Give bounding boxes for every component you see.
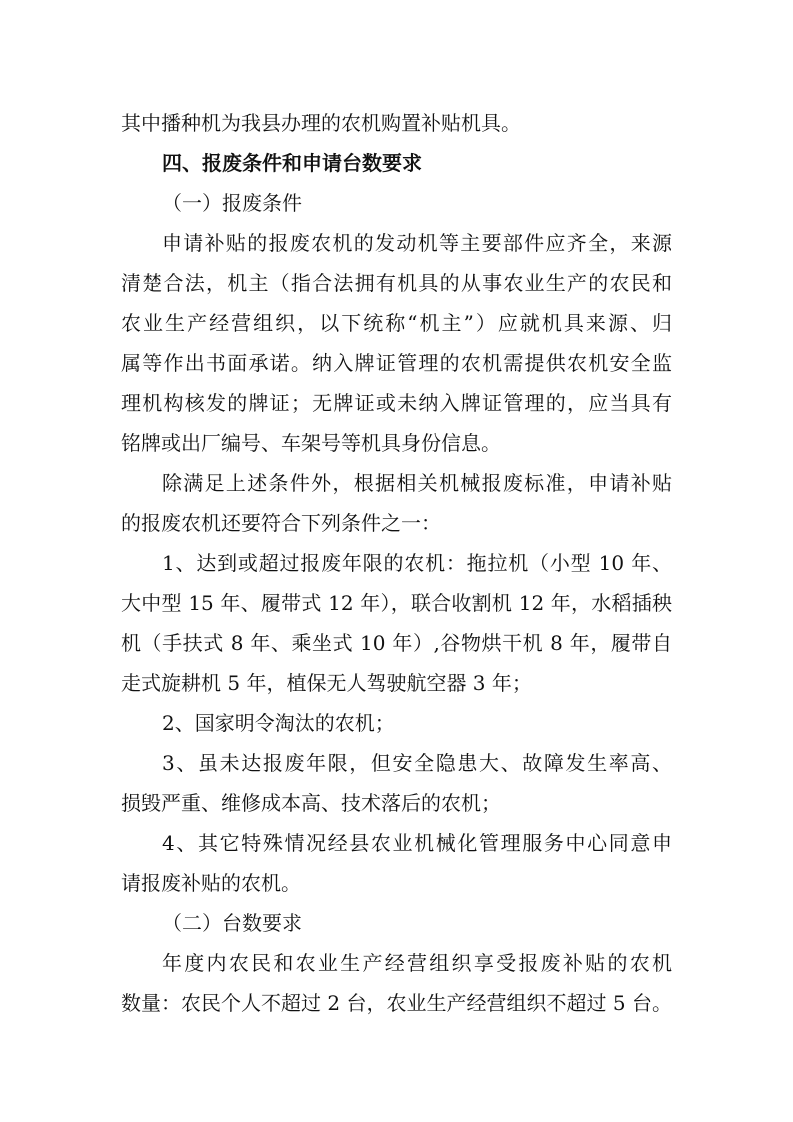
section-heading bbox=[0, 143, 793, 183]
paragraph-line bbox=[0, 303, 793, 343]
line-text: 数量：农民个人不超过 2 台，农业生产经营组织不超过 5 台。 bbox=[121, 991, 672, 1015]
paragraph-line bbox=[0, 503, 793, 543]
list-item bbox=[0, 823, 793, 863]
list-item bbox=[0, 743, 793, 783]
line-text: 2、国家明令淘汰的农机； bbox=[162, 711, 395, 735]
subsection-heading bbox=[0, 183, 793, 223]
paragraph-line bbox=[0, 103, 793, 143]
paragraph-line bbox=[0, 263, 793, 303]
subsection-heading-text: （一）报废条件 bbox=[162, 191, 302, 215]
paragraph-line bbox=[0, 223, 793, 263]
line-text: 铭牌或出厂编号、车架号等机具身份信息。 bbox=[121, 431, 501, 455]
line-text: 理机构核发的牌证；无牌证或未纳入牌证管理的，应当具有 bbox=[121, 391, 672, 415]
section-heading-text: 四、报废条件和申请台数要求 bbox=[162, 151, 422, 175]
paragraph-line bbox=[0, 943, 793, 983]
paragraph-line bbox=[0, 863, 793, 903]
line-text: 走式旋耕机 5 年，植保无人驾驶航空器 3 年； bbox=[121, 671, 532, 695]
line-text: 大中型 15 年、履带式 12 年），联合收割机 12 年，水稻插秧 bbox=[121, 591, 672, 615]
line-text: 农业生产经营组织，以下统称“机主”）应就机具来源、归 bbox=[121, 311, 672, 335]
line-text: 3、虽未达报废年限，但安全隐患大、故障发生率高、 bbox=[162, 751, 672, 775]
line-text: 年度内农民和农业生产经营组织享受报废补贴的农机 bbox=[162, 951, 672, 975]
paragraph-line bbox=[0, 463, 793, 503]
subsection-heading bbox=[0, 903, 793, 943]
line-text: 的报废农机还要符合下列条件之一： bbox=[121, 511, 441, 535]
paragraph-line bbox=[0, 423, 793, 463]
subsection-heading-text: （二）台数要求 bbox=[162, 911, 302, 935]
line-text: 1、达到或超过报废年限的农机：拖拉机（小型 10 年、 bbox=[162, 551, 672, 575]
paragraph-line bbox=[0, 383, 793, 423]
paragraph-line bbox=[0, 783, 793, 823]
paragraph-line bbox=[0, 623, 793, 663]
line-text: 申请补贴的报废农机的发动机等主要部件应齐全，来源 bbox=[162, 231, 672, 255]
line-text: 请报废补贴的农机。 bbox=[121, 871, 301, 895]
line-text: 机（手扶式 8 年、乘坐式 10 年）,谷物烘干机 8 年，履带自 bbox=[121, 631, 672, 655]
paragraph-line bbox=[0, 583, 793, 623]
line-text: 损毁严重、维修成本高、技术落后的农机； bbox=[121, 791, 501, 815]
list-item bbox=[0, 543, 793, 583]
line-text: 4、其它特殊情况经县农业机械化管理服务中心同意申 bbox=[162, 831, 672, 855]
paragraph-line bbox=[0, 663, 793, 703]
line-text: 属等作出书面承诺。纳入牌证管理的农机需提供农机安全监 bbox=[121, 351, 672, 375]
paragraph-line bbox=[0, 983, 793, 1023]
paragraph-line bbox=[0, 343, 793, 383]
line-text: 其中播种机为我县办理的农机购置补贴机具。 bbox=[121, 111, 521, 135]
list-item bbox=[0, 703, 793, 743]
line-text: 除满足上述条件外，根据相关机械报废标准，申请补贴 bbox=[162, 471, 672, 495]
line-text: 清楚合法，机主（指合法拥有机具的从事农业生产的农民和 bbox=[121, 271, 672, 295]
